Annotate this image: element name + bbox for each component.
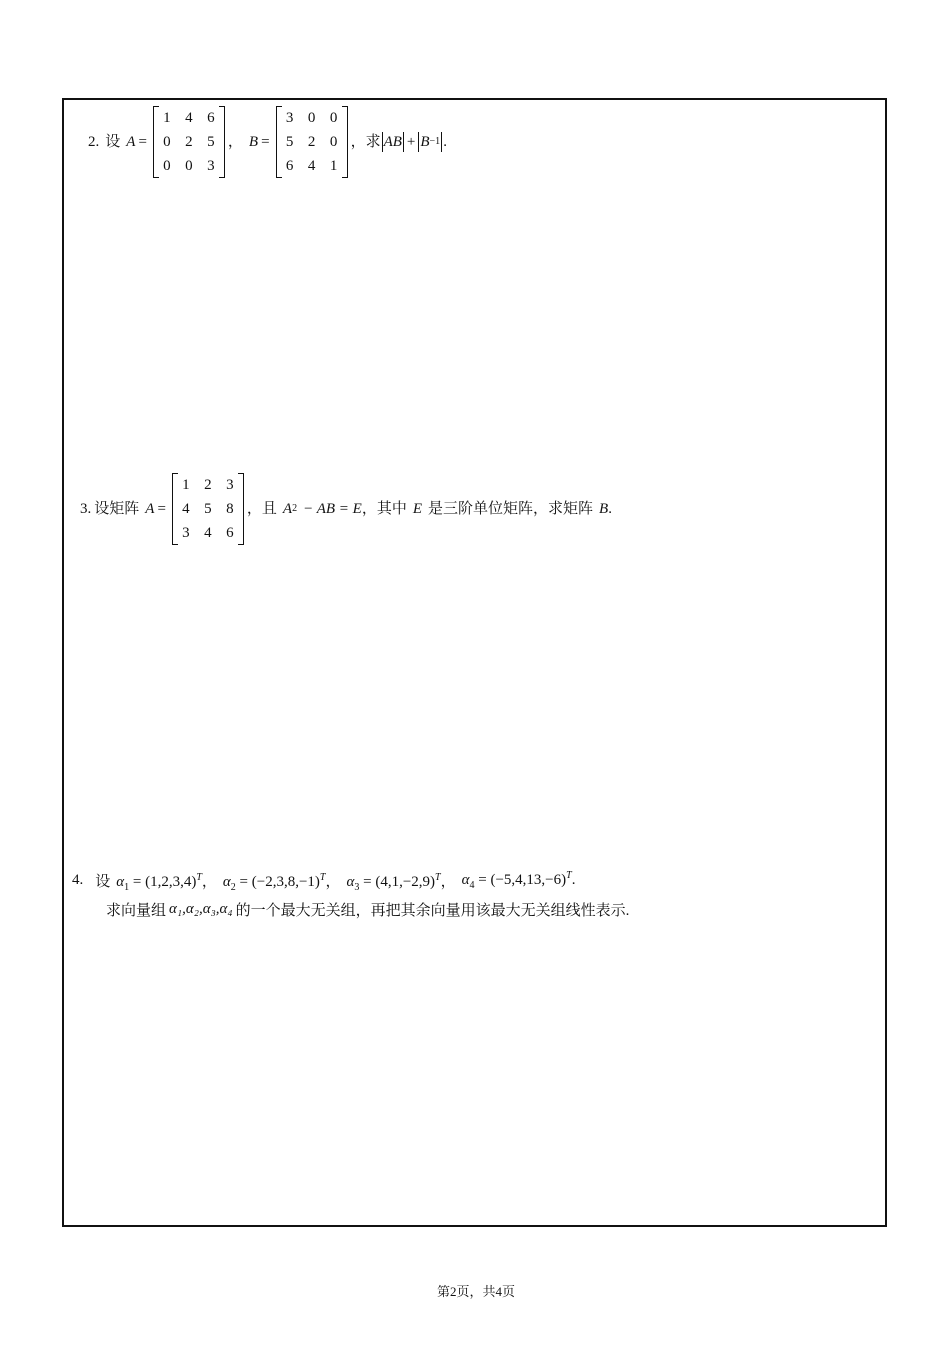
det-b-inverse: B <box>420 133 430 150</box>
matrix-b <box>276 106 348 178</box>
matrix-cell: 4 <box>182 500 190 517</box>
matrix-cell: 6 <box>226 524 234 541</box>
text-and: ，且 <box>246 500 277 517</box>
transpose-mark: T <box>566 870 572 881</box>
equals-sign: = <box>157 500 166 517</box>
matrix-cell: 3 <box>182 524 190 541</box>
matrix-cell: 1 <box>163 109 171 126</box>
separator: ， <box>201 874 217 890</box>
problem-3: 3. 设矩阵 A = 1 2 3 4 5 8 3 4 6 ，且 A 2 − AB = E ，其中 E 是三阶单位矩阵，求矩阵 B . <box>80 473 612 545</box>
vector-value: = (4,1,−2,9) <box>363 874 436 890</box>
vector-name: α <box>461 872 470 888</box>
matrix-cell: 1 <box>182 476 190 493</box>
matrix-cell: 2 <box>204 476 212 493</box>
matrix-cell: 8 <box>226 500 234 517</box>
matrix-cell: 4 <box>307 157 316 174</box>
det-ab: AB <box>383 133 402 150</box>
separator: . <box>571 872 576 888</box>
matrix-cell: 0 <box>307 109 316 126</box>
matrix-cell: 5 <box>204 500 212 517</box>
vector-name: α <box>346 874 355 890</box>
matrix-b-name: B <box>599 500 609 517</box>
matrix-cell: 0 <box>163 157 171 174</box>
matrix-cell: 0 <box>329 109 338 126</box>
separator: ， <box>227 133 243 150</box>
vector-set: α₁,α₂,α₃,α₄ <box>169 901 233 917</box>
problem-2: 2. 设 A = 1 4 6 0 2 5 0 0 3 ， B = 3 0 0 5 2 0 6 4 1 ，求 AB + B −1 . <box>88 106 447 178</box>
matrix-cell: 0 <box>329 133 338 150</box>
problem-4-number: 4. <box>72 872 84 888</box>
matrix-cell: 3 <box>285 109 294 126</box>
eq-a: A <box>282 500 293 517</box>
vector-sub: 2 <box>230 882 236 893</box>
equals-sign: = <box>138 133 147 150</box>
matrix-cell: 3 <box>226 476 234 493</box>
problem-4-lead: 设 <box>95 874 111 890</box>
vector-sub: 3 <box>354 882 360 893</box>
period: . <box>608 500 612 517</box>
problem-4-line-1 <box>72 870 575 891</box>
matrix-a-name: A <box>145 500 155 517</box>
transpose-mark: T <box>435 872 441 883</box>
matrix-cell: 6 <box>207 109 215 126</box>
matrix-cell: 5 <box>285 133 294 150</box>
vector-name: α <box>116 874 125 890</box>
text-desc: 是三阶单位矩阵，求矩阵 <box>428 500 594 517</box>
transpose-mark: T <box>196 872 202 883</box>
matrix-a <box>172 473 244 545</box>
ask-text: ，求 <box>350 133 381 150</box>
vector-value: = (−2,3,8,−1) <box>239 874 320 890</box>
matrix-cell: 1 <box>329 157 338 174</box>
matrix-a-name: A <box>126 133 136 150</box>
problem-3-lead: 设矩阵 <box>94 500 140 517</box>
transpose-mark: T <box>319 872 326 883</box>
vector-value: = (−5,4,13,−6) <box>478 872 567 888</box>
vector-value: = (1,2,3,4) <box>132 874 197 890</box>
line2-post: 的一个最大无关组，再把其余向量用该最大无关组线性表示. <box>235 903 630 919</box>
matrix-a <box>153 106 225 178</box>
separator: ， <box>440 874 456 890</box>
vector-alpha-2 <box>223 870 341 891</box>
separator: ， <box>325 874 341 890</box>
matrix-cell: 2 <box>307 133 316 150</box>
equals-sign: = <box>261 133 270 150</box>
vector-alpha-1 <box>116 870 217 891</box>
identity-name: E <box>412 500 422 517</box>
matrix-cell: 3 <box>207 157 215 174</box>
vector-alpha-3 <box>347 870 456 891</box>
answer-frame <box>62 98 887 1227</box>
problem-3-number: 3. <box>80 500 92 517</box>
matrix-cell: 4 <box>185 109 193 126</box>
equation-rest: − AB = E <box>303 500 362 517</box>
matrix-cell: 4 <box>204 524 212 541</box>
vector-alpha-4 <box>462 872 576 889</box>
matrix-b-name: B <box>248 133 259 150</box>
matrix-cell: 0 <box>163 133 171 150</box>
matrix-cell: 0 <box>185 157 193 174</box>
matrix-cell: 5 <box>207 133 215 150</box>
vector-name: α <box>222 874 231 890</box>
vector-sub: 4 <box>469 880 475 891</box>
problem-4-line-2 <box>106 899 629 920</box>
matrix-cell: 2 <box>185 133 193 150</box>
line2-pre: 求向量组 <box>106 903 167 919</box>
plus-sign: + <box>406 133 416 150</box>
matrix-cell: 6 <box>285 157 294 174</box>
problem-2-lead: 设 <box>105 133 121 150</box>
period: . <box>443 133 447 150</box>
text-where: ，其中 <box>361 500 407 517</box>
problem-2-number: 2. <box>88 133 100 150</box>
vector-sub: 1 <box>124 882 130 893</box>
page-footer: 第2页，共4页 <box>436 1284 515 1299</box>
